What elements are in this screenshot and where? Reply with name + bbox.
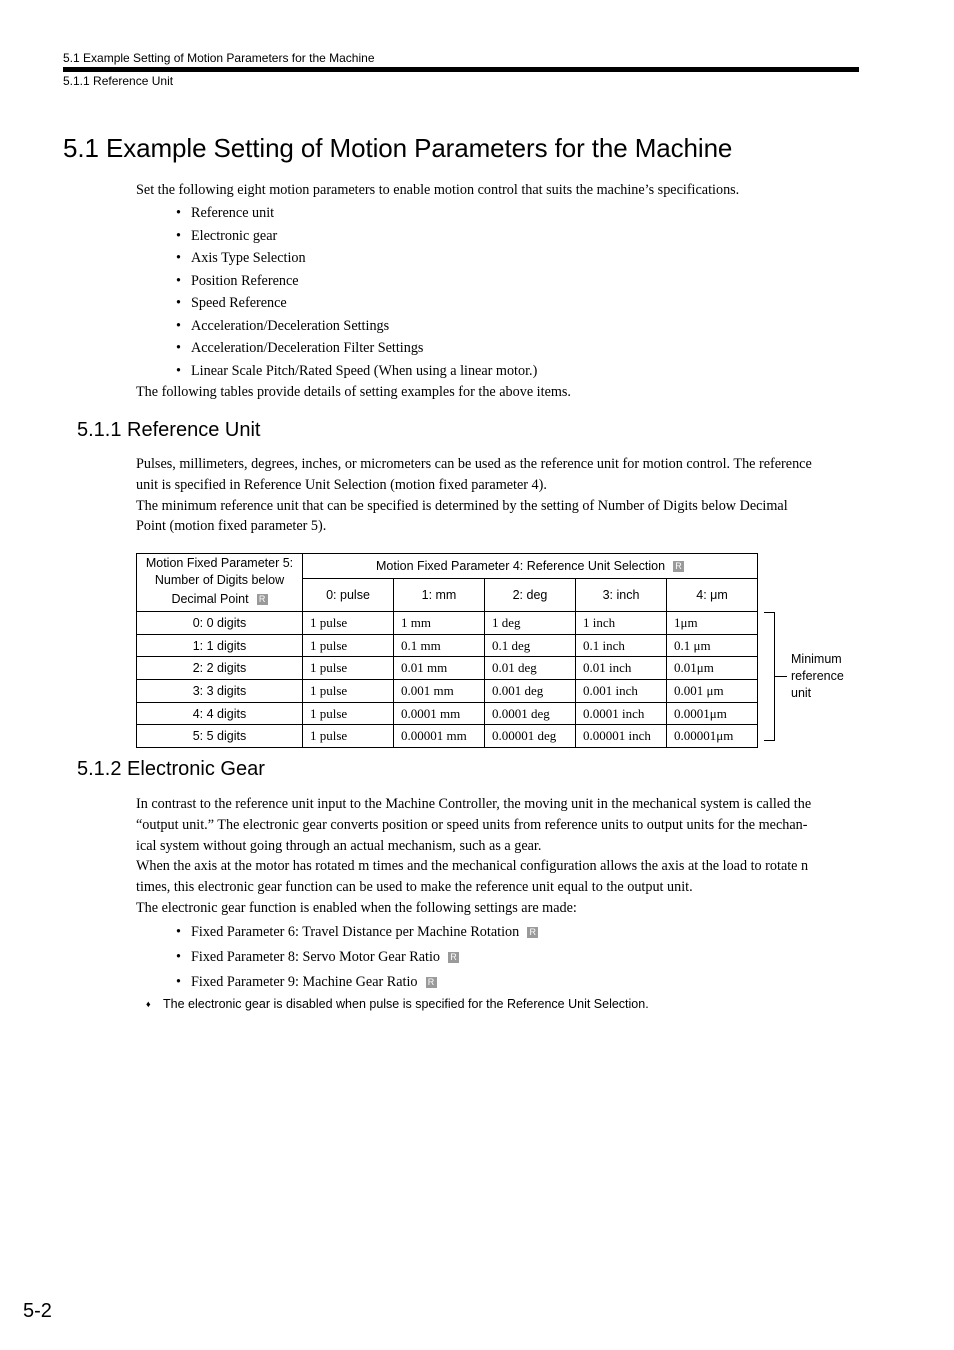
table-row — [137, 702, 758, 725]
table-cell: 1 deg — [485, 612, 576, 635]
row-header: 2: 2 digits — [137, 657, 303, 680]
table-cell: 0.01 inch — [576, 657, 667, 680]
r-mark-icon: R — [426, 977, 437, 988]
table-row — [137, 612, 758, 635]
motion-parameter-list — [176, 202, 537, 382]
bracket-tick — [775, 676, 787, 677]
bullet-icon: • — [176, 295, 181, 311]
bullet-icon: • — [176, 949, 181, 965]
list-item: • Acceleration/Deceleration Filter Settings — [176, 337, 537, 360]
table-cell: 0.001 deg — [485, 680, 576, 703]
column-header: 1: mm — [394, 578, 485, 611]
diamond-bullet-icon: ♦ — [146, 999, 151, 1009]
table-cell: 1 pulse — [303, 657, 394, 680]
table-group-header: Motion Fixed Parameter 4: Reference Unit Selection R — [303, 554, 758, 579]
table-cell: 0.0001 inch — [576, 702, 667, 725]
table-cell: 1 pulse — [303, 634, 394, 657]
min-reference-unit-bracket — [764, 612, 775, 741]
table-row — [137, 657, 758, 680]
table-cell: 0.00001 deg — [485, 725, 576, 748]
table-cell: 0.0001 mm — [394, 702, 485, 725]
r-mark-icon: R — [448, 952, 459, 963]
subsection-title-electronic-gear: 5.1.2 Electronic Gear — [77, 758, 265, 780]
subsection-title-reference-unit: 5.1.1 Reference Unit — [77, 419, 261, 441]
electronic-gear-paragraph: In contrast to the reference unit input to the Machine Controller, the moving unit in the mechanical system is called the “output unit.” The electronic gear converts position or speed units from reference units to output units for the mechan- ical system without going through an actual mechanism, such as a gear. When the axis at the motor has rotated m times and the mechanical configuration allows the axis at the load to rotate n times, this electronic gear function can be used to make the reference unit equal to the output unit. The electronic gear function is enabled when the following settings are made: — [136, 796, 812, 916]
row-header: 4: 4 digits — [137, 702, 303, 725]
bullet-icon: • — [176, 924, 181, 940]
table-cell: 0.00001 mm — [394, 725, 485, 748]
running-header-subsection: 5.1.1 Reference Unit — [63, 74, 174, 88]
electronic-gear-note: ♦ The electronic gear is disabled when pulse is specified for the Reference Unit Selection. — [146, 997, 649, 1011]
reference-unit-paragraph: Pulses, millimeters, degrees, inches, or micrometers can be used as the reference unit for motion control. The reference unit is specified in Reference Unit Selection (motion fixed parameter 4). The minimum reference unit that can be specified is determined by the setting of Number of Digits below Decimal Point (motion fixed parameter 5). — [136, 456, 812, 535]
column-header: 3: inch — [576, 578, 667, 611]
list-item: • Axis Type Selection — [176, 247, 537, 270]
bullet-icon: • — [176, 362, 181, 379]
bullet-icon: • — [176, 317, 181, 334]
table-cell: 0.001 mm — [394, 680, 485, 703]
min-reference-unit-label: Minimum reference unit — [791, 652, 844, 700]
table-cell: 0.001 μm — [667, 680, 758, 703]
row-header: 3: 3 digits — [137, 680, 303, 703]
bullet-icon: • — [176, 340, 181, 356]
bullet-icon: • — [176, 272, 181, 289]
r-mark-icon: R — [527, 927, 538, 938]
section-intro: Set the following eight motion parameters to enable motion control that suits the machine’s specifications. — [136, 182, 740, 198]
table-cell: 0.001 inch — [576, 680, 667, 703]
row-header: 0: 0 digits — [137, 612, 303, 635]
r-mark-icon: R — [257, 594, 268, 605]
table-cell: 0.0001 deg — [485, 702, 576, 725]
bullet-icon: • — [176, 250, 181, 266]
section-outro: The following tables provide details of setting examples for the above items. — [136, 384, 571, 400]
list-item: • Fixed Parameter 9: Machine Gear Ratio R — [176, 970, 538, 995]
row-header: 5: 5 digits — [137, 725, 303, 748]
table-cell: 0.1 inch — [576, 634, 667, 657]
table-cell: 1 inch — [576, 612, 667, 635]
table-cell: 1μm — [667, 612, 758, 635]
table-row — [137, 725, 758, 748]
table-cell: 0.01 mm — [394, 657, 485, 680]
list-item: • Acceleration/Deceleration Settings — [176, 315, 537, 338]
table-cell: 0.01 deg — [485, 657, 576, 680]
reference-unit-table — [136, 553, 758, 748]
page-number: 5-2 — [23, 1300, 52, 1322]
table-cell: 0.0001μm — [667, 702, 758, 725]
table-corner-header: Motion Fixed Parameter 5: Number of Digits below Decimal Point R — [137, 554, 303, 612]
list-item: • Position Reference — [176, 270, 537, 293]
section-title: 5.1 Example Setting of Motion Parameters for the Machine — [63, 133, 733, 163]
running-header-section: 5.1 Example Setting of Motion Parameters for the Machine — [63, 51, 375, 65]
table-cell: 0.1 mm — [394, 634, 485, 657]
header-rule — [63, 67, 859, 72]
table-cell: 0.00001μm — [667, 725, 758, 748]
table-cell: 1 pulse — [303, 725, 394, 748]
column-header: 2: deg — [485, 578, 576, 611]
column-header: 0: pulse — [303, 578, 394, 611]
bullet-icon: • — [176, 974, 181, 990]
table-cell: 0.00001 inch — [576, 725, 667, 748]
table-cell: 1 pulse — [303, 612, 394, 635]
table-cell: 1 pulse — [303, 702, 394, 725]
table-cell: 0.1 deg — [485, 634, 576, 657]
list-item: • Fixed Parameter 6: Travel Distance per Machine Rotation R — [176, 920, 538, 945]
bullet-icon: • — [176, 227, 181, 244]
column-header: 4: μm — [667, 578, 758, 611]
r-mark-icon: R — [673, 561, 684, 572]
electronic-gear-settings-list — [176, 920, 538, 995]
table-cell: 0.1 μm — [667, 634, 758, 657]
list-item: • Speed Reference — [176, 292, 537, 315]
table-cell: 1 mm — [394, 612, 485, 635]
list-item: • Fixed Parameter 8: Servo Motor Gear Ratio R — [176, 945, 538, 970]
row-header: 1: 1 digits — [137, 634, 303, 657]
table-row — [137, 634, 758, 657]
table-cell: 0.01μm — [667, 657, 758, 680]
bullet-icon: • — [176, 205, 181, 221]
list-item: • Linear Scale Pitch/Rated Speed (When using a linear motor.) — [176, 360, 537, 383]
table-cell: 1 pulse — [303, 680, 394, 703]
table-row — [137, 680, 758, 703]
list-item: • Reference unit — [176, 202, 537, 225]
list-item: • Electronic gear — [176, 225, 537, 248]
